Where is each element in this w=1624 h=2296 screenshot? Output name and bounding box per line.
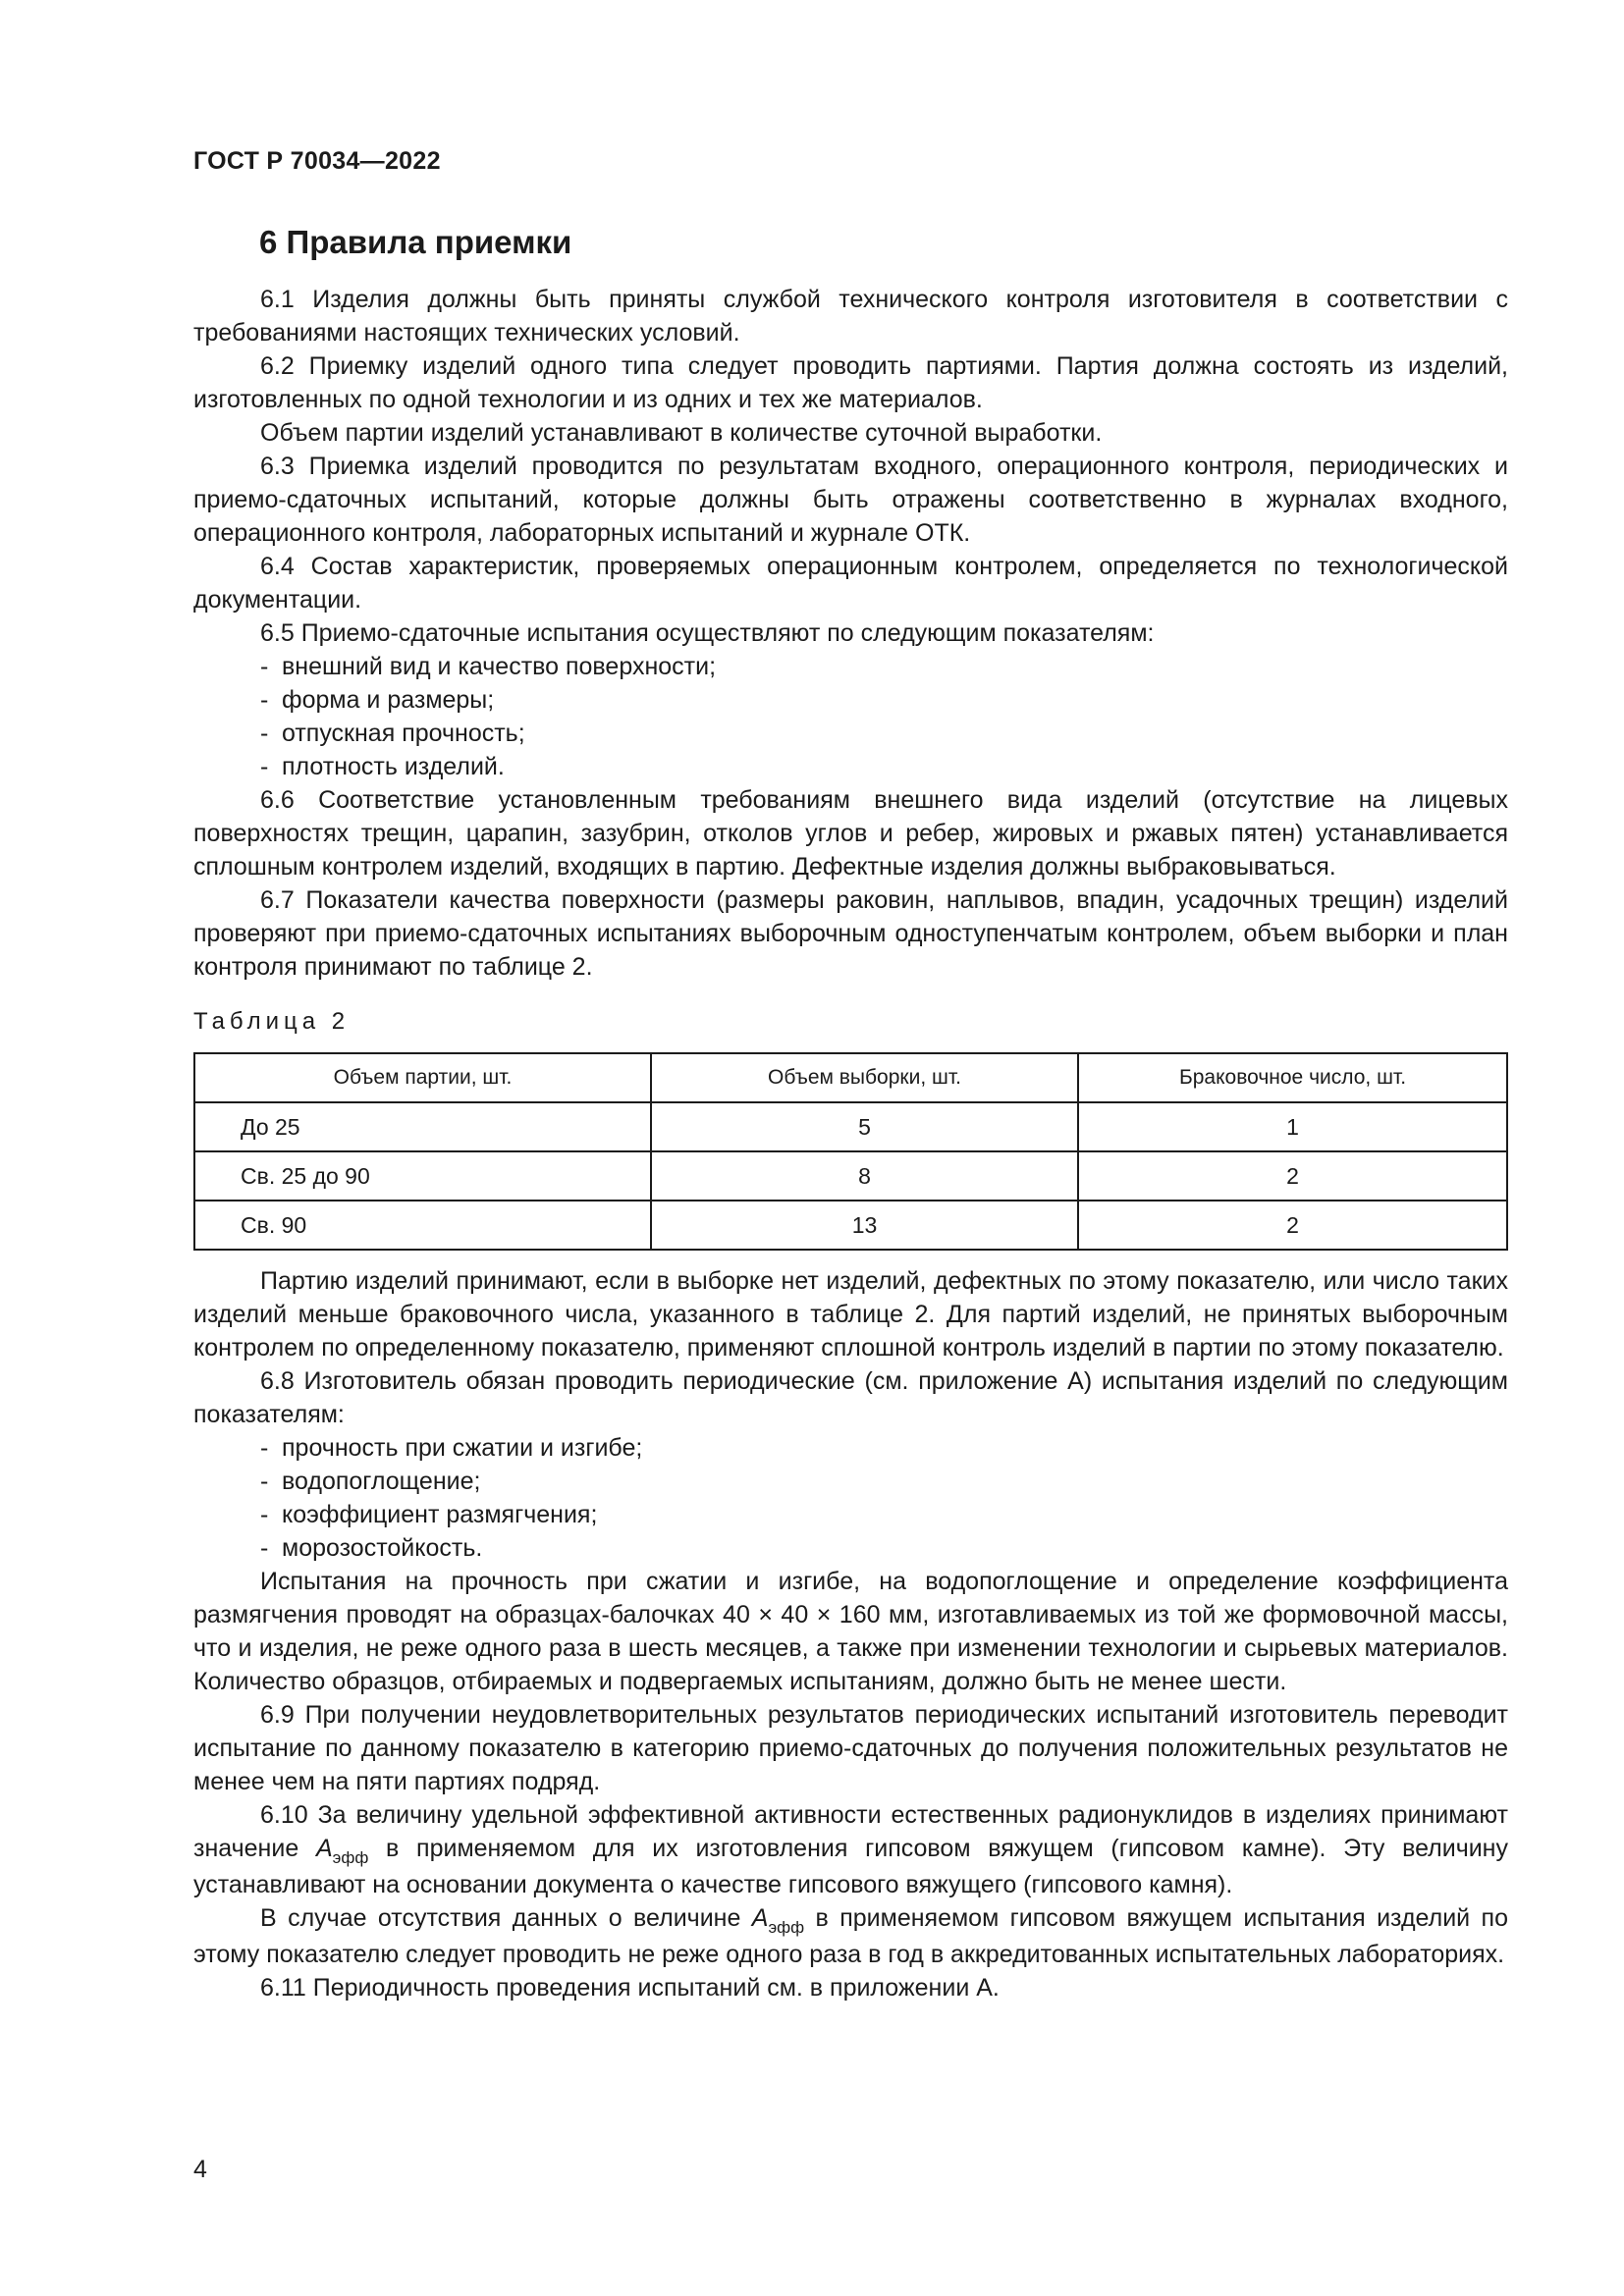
paragraph-after-table: Партию изделий принимают, если в выборке нет изделий, дефектных по этому показателю, или число таких изделий меньше браковочного числа, указанного в таблице 2. Для партий изделий, не принятых выборочным контролем по определенному показателю, применяют сплошной контроль изделий в партии по этому показателю.: [193, 1267, 1508, 1362]
paragraph-6-9: 6.9 При получении неудовлетворительных результатов периодических испытаний изготовитель переводит испытание по данному показателю в категорию приемо-сдаточных до получения положительных результатов не менее чем на пяти партиях подряд.: [193, 1701, 1508, 1795]
list-item: - форма и размеры;: [260, 686, 495, 714]
table-header-cell: Браковочное число, шт.: [1078, 1053, 1507, 1102]
table-cell: 2: [1078, 1201, 1507, 1250]
sampling-table: [193, 1052, 1508, 1251]
acceptance-test-list: [193, 650, 1508, 783]
list-item: - внешний вид и качество поверхности;: [260, 653, 717, 680]
paragraph-6-11: 6.11 Периодичность проведения испытаний см. в приложении А.: [260, 1974, 1000, 2002]
paragraph-6-1: 6.1 Изделия должны быть приняты службой технического контроля изготовителя в соответствии с требованиями настоящих технических условий.: [193, 286, 1508, 347]
list-item: - плотность изделий.: [260, 753, 505, 780]
table-cell: Св. 90: [194, 1201, 651, 1250]
section-title: 6 Правила приемки: [259, 224, 572, 260]
table-row: [194, 1201, 1507, 1250]
paragraph-6-8: 6.8 Изготовитель обязан проводить периодические (см. приложение А) испытания изделий по следующим показателям:: [193, 1367, 1508, 1428]
list-item: - прочность при сжатии и изгибе;: [260, 1434, 643, 1462]
table-cell: Св. 25 до 90: [194, 1151, 651, 1201]
table-cell: 1: [1078, 1102, 1507, 1151]
table-cell: 5: [651, 1102, 1078, 1151]
paragraph-6-8-samples: Испытания на прочность при сжатии и изгибе, на водопоглощение и определение коэффициента размягчения проводят на образцах-балочках 40 × 40 × 160 мм, изготавливаемых из той же формовочной массы, что и изделия, не реже одного раза в шесть месяцев, а также при изменении технологии и сырьевых материалов. Количество образцов, отбираемых и подвергаемых испытаниям, должно быть не менее шести.: [193, 1568, 1508, 1695]
table-row: [194, 1151, 1507, 1201]
list-item: - водопоглощение;: [260, 1468, 481, 1495]
paragraph-6-10: 6.10 За величину удельной эффективной активности естественных радионуклидов в изделиях принимают значение $A_{эфф}$ в применяемом для их изготовления гипсовом вяжущем (гипсовом камне). Эту величину устанавливают на основании документа о качестве гипсового вяжущего (гипсового камня).: [193, 1801, 1508, 1898]
table-cell: До 25: [194, 1102, 651, 1151]
document-header: ГОСТ Р 70034—2022: [193, 147, 441, 175]
paragraph-6-2: 6.2 Приемку изделий одного типа следует проводить партиями. Партия должна состоять из изделий, изготовленных по одной технологии и из одних и тех же материалов.: [193, 352, 1508, 413]
table-header-row: [194, 1053, 1507, 1102]
list-item: - отпускная прочность;: [260, 720, 525, 747]
periodic-test-list: [193, 1431, 1508, 1565]
paragraph-6-4: 6.4 Состав характеристик, проверяемых операционным контролем, определяется по технологической документации.: [193, 553, 1508, 614]
table-header-cell: Объем партии, шт.: [194, 1053, 651, 1102]
table-header-cell: Объем выборки, шт.: [651, 1053, 1078, 1102]
table-caption: Таблица 2: [193, 1008, 351, 1035]
page-number: 4: [193, 2156, 207, 2183]
paragraph-6-6: 6.6 Соответствие установленным требованиям внешнего вида изделий (отсутствие на лицевых поверхностях трещин, царапин, зазубрин, отколов углов и ребер, жировых и ржавых пятен) устанавливается сплошным контролем изделий, входящих в партию. Дефектные изделия должны выбраковываться.: [193, 786, 1508, 881]
paragraph-6-7: 6.7 Показатели качества поверхности (размеры раковин, наплывов, впадин, усадочных трещин) изделий проверяют при приемо-сдаточных испытаниях выборочным одноступенчатым контролем, объем выборки и план контроля принимают по таблице 2.: [193, 886, 1508, 981]
document-body: [193, 283, 1508, 2004]
paragraph-6-10-absence: В случае отсутствия данных о величине $A_{эфф}$ в применяемом гипсовом вяжущем испытания изделий по этому показателю следует проводить не реже одного раза в год в аккредитованных испытательных лабораториях.: [193, 1904, 1508, 1968]
table-row: [194, 1102, 1507, 1151]
table-cell: 13: [651, 1201, 1078, 1250]
list-item: - коэффициент размягчения;: [260, 1501, 598, 1528]
paragraph-6-5: 6.5 Приемо-сдаточные испытания осуществляют по следующим показателям:: [260, 619, 1155, 647]
list-item: - морозостойкость.: [260, 1534, 483, 1562]
table-cell: 2: [1078, 1151, 1507, 1201]
paragraph-6-2-volume: Объем партии изделий устанавливают в количестве суточной выработки.: [260, 419, 1103, 447]
paragraph-6-3: 6.3 Приемка изделий проводится по результатам входного, операционного контроля, периодических и приемо-сдаточных испытаний, которые должны быть отражены соответственно в журналах входного, операционного контроля, лабораторных испытаний и журнале ОТК.: [193, 453, 1508, 547]
table-cell: 8: [651, 1151, 1078, 1201]
